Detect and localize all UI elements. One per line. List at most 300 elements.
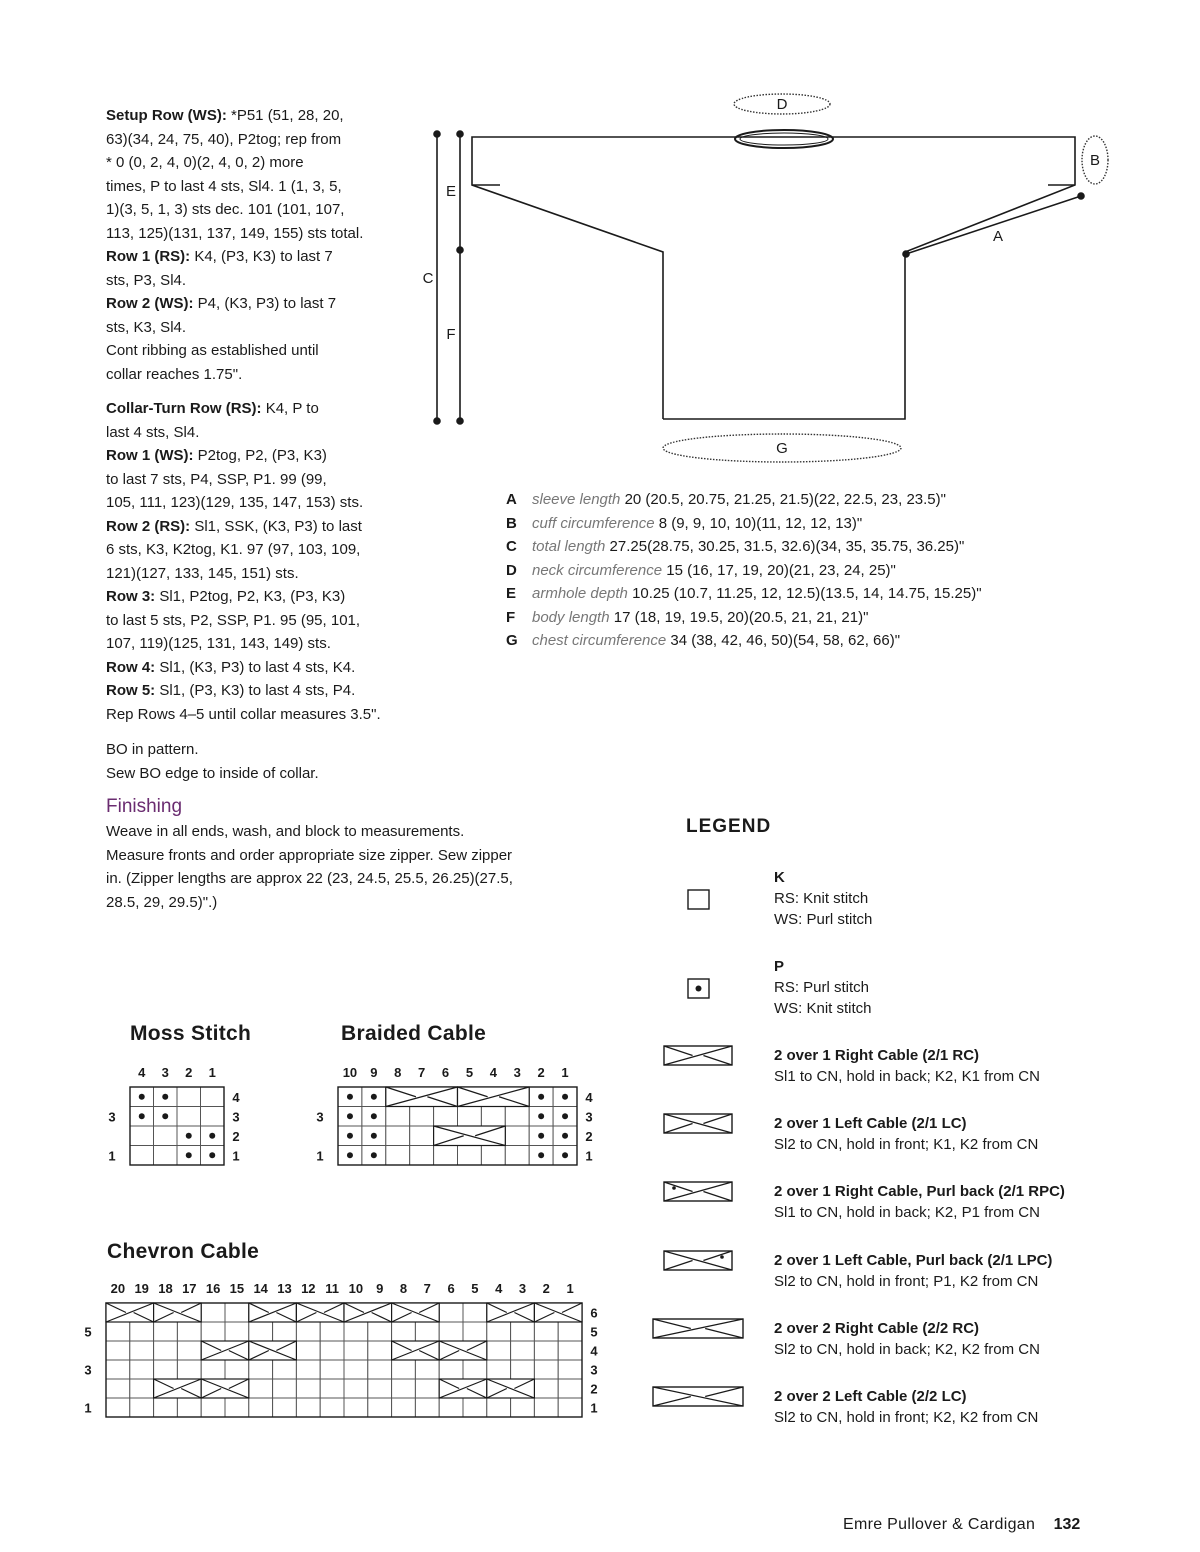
chart-cell xyxy=(130,1398,154,1417)
legend-item xyxy=(774,1386,1038,1428)
chart-cell xyxy=(225,1360,249,1379)
legend-symbol-icon xyxy=(652,1318,744,1339)
chart-cell xyxy=(249,1360,273,1379)
chart-cell xyxy=(177,1341,201,1360)
chart-cell xyxy=(410,1146,434,1166)
chart-cell xyxy=(558,1379,582,1398)
instruction-text: 113, 125)(131, 137, 149, 155) sts total. xyxy=(106,224,364,242)
chart-cell xyxy=(434,1146,458,1166)
instruction-text: P4, (K3, P3) to last 7 xyxy=(193,295,337,312)
purl-dot xyxy=(562,1113,568,1119)
chart-cell xyxy=(320,1379,344,1398)
chart-cell xyxy=(296,1360,320,1379)
legend-item-desc: Sl2 to CN, hold in front; K1, K2 from CN xyxy=(774,1136,1039,1153)
chart-cell xyxy=(296,1379,320,1398)
chart-col-label: 1 xyxy=(561,1065,569,1080)
instruction-line xyxy=(106,128,363,152)
chart-cell xyxy=(511,1322,535,1341)
legend-symbol-icon xyxy=(687,978,710,999)
instruction-row-label: Row 5: xyxy=(106,682,156,699)
chart-cell xyxy=(487,1360,511,1379)
chart-row-label: 1 xyxy=(232,1148,240,1164)
chart-cell xyxy=(392,1360,416,1379)
cable-symbol xyxy=(458,1087,530,1107)
chart-cell xyxy=(439,1322,463,1341)
chart-col-label: 6 xyxy=(447,1281,455,1296)
chart-cell xyxy=(439,1398,463,1417)
chart-row-label: 1 xyxy=(84,1400,92,1416)
chart-cell xyxy=(415,1379,439,1398)
chart-cell xyxy=(177,1398,201,1417)
instruction-row-label: Row 1 (RS): xyxy=(106,248,191,265)
chart-cell xyxy=(368,1360,392,1379)
instruction-line xyxy=(106,656,381,680)
instruction-line xyxy=(106,491,381,515)
purl-dot xyxy=(347,1152,353,1158)
purl-dot xyxy=(538,1133,544,1139)
chart-col-label: 1 xyxy=(566,1281,574,1296)
braided-cable-title: Braided Cable xyxy=(341,1022,487,1045)
chart-cell xyxy=(344,1379,368,1398)
chart-cell xyxy=(368,1341,392,1360)
chart-cell xyxy=(154,1360,178,1379)
purl-dot xyxy=(347,1113,353,1119)
legend-item xyxy=(774,1318,1040,1360)
instruction-text: sts, K3, Sl4. xyxy=(106,318,187,336)
chart-col-label: 13 xyxy=(277,1281,292,1296)
measurement-row xyxy=(506,606,982,630)
chart-cell xyxy=(201,1303,225,1322)
chart-cell xyxy=(534,1322,558,1341)
instruction-line xyxy=(106,562,381,586)
chart-cell xyxy=(344,1360,368,1379)
chart-cell xyxy=(481,1146,505,1166)
instruction-row-label: Row 4: xyxy=(106,658,156,676)
chart-cell xyxy=(386,1146,410,1166)
instruction-line xyxy=(106,538,381,562)
chart-cell xyxy=(320,1322,344,1341)
instruction-line xyxy=(106,175,363,199)
chart-col-label: 9 xyxy=(370,1065,378,1080)
chart-cell xyxy=(154,1146,178,1166)
label-f: F xyxy=(446,326,456,343)
measurement-value: 8 (9, 9, 10, 10)(11, 12, 12, 13)" xyxy=(654,514,863,532)
bind-off-instructions xyxy=(106,738,319,785)
cable-symbol xyxy=(201,1379,249,1398)
cable-symbol xyxy=(154,1379,202,1398)
measurement-row xyxy=(506,488,982,512)
instruction-text: collar reaches 1.75". xyxy=(106,365,243,383)
instruction-line xyxy=(106,269,363,293)
chart-col-label: 5 xyxy=(465,1065,474,1080)
chart-cell xyxy=(434,1107,458,1127)
legend-item xyxy=(774,867,872,930)
label-c: C xyxy=(422,270,434,287)
instruction-line xyxy=(106,738,319,762)
chart-cell xyxy=(177,1360,201,1379)
chart-cell xyxy=(534,1379,558,1398)
chart-cell xyxy=(487,1398,511,1417)
instruction-row-label: Collar-Turn Row (RS): xyxy=(106,400,262,417)
chart-cell xyxy=(106,1341,130,1360)
instruction-line xyxy=(106,762,319,786)
measurement-row xyxy=(506,629,982,653)
chart-row-label: 4 xyxy=(232,1089,240,1105)
chart-cell xyxy=(368,1379,392,1398)
instruction-text: Sew BO edge to inside of collar. xyxy=(106,764,319,782)
chevron-cable-title: Chevron Cable xyxy=(107,1240,260,1263)
legend-item xyxy=(774,1045,1040,1087)
chart-cell xyxy=(344,1341,368,1360)
chart-cell xyxy=(130,1341,154,1360)
chart-col-label: 20 xyxy=(110,1281,126,1296)
chart-cell xyxy=(511,1398,535,1417)
chart-cell xyxy=(534,1341,558,1360)
instruction-text: Rep Rows 4–5 until collar measures 3.5". xyxy=(106,705,381,723)
knitting-charts xyxy=(0,1060,640,1430)
instruction-text: Sl1, P2tog, P2, K3, (P3, K3) xyxy=(155,588,346,605)
chart-cell xyxy=(273,1360,297,1379)
instruction-line xyxy=(106,515,381,539)
chart-cell xyxy=(201,1107,225,1127)
instruction-text: sts, P3, Sl4. xyxy=(106,271,187,289)
chart-cell xyxy=(320,1398,344,1417)
chart-cell xyxy=(106,1398,130,1417)
chart-cell xyxy=(296,1322,320,1341)
label-b: B xyxy=(1089,152,1101,169)
chart-cell xyxy=(130,1322,154,1341)
instruction-row-label: Row 2 (WS): xyxy=(106,295,194,312)
chart-cell xyxy=(463,1360,487,1379)
setup-instructions xyxy=(106,104,363,386)
legend-item-name: 2 over 2 Left Cable (2/2 LC) xyxy=(774,1388,967,1405)
chart-grid xyxy=(130,1087,224,1165)
chart-col-label: 2 xyxy=(542,1281,550,1296)
purl-dot xyxy=(162,1094,168,1100)
chart-row-label: 5 xyxy=(590,1324,598,1340)
legend-item xyxy=(774,1250,1052,1292)
chart-cell xyxy=(511,1341,535,1360)
measurement-label: neck circumference xyxy=(532,561,663,579)
instruction-text: P2tog, P2, (P3, K3) xyxy=(193,447,327,464)
chart-cell xyxy=(392,1322,416,1341)
chart-cell xyxy=(154,1341,178,1360)
measurement-key: D xyxy=(506,561,517,579)
chart-cell xyxy=(505,1126,529,1146)
purl-dot xyxy=(139,1113,145,1119)
chart-cell xyxy=(534,1360,558,1379)
legend-item-name: K xyxy=(774,869,785,886)
purl-dot xyxy=(538,1152,544,1158)
legend-symbol-icon xyxy=(652,1386,744,1407)
chart-col-label: 16 xyxy=(205,1281,221,1296)
instruction-line xyxy=(106,820,513,844)
chart-col-label: 19 xyxy=(134,1281,149,1296)
instruction-line xyxy=(106,292,363,316)
purl-dot xyxy=(186,1152,192,1158)
chart-col-label: 4 xyxy=(489,1065,497,1080)
chart-cell xyxy=(201,1360,225,1379)
measurement-key: G xyxy=(506,632,518,649)
instruction-text: *P51 (51, 28, 20, xyxy=(226,107,344,124)
chart-cell xyxy=(558,1360,582,1379)
instruction-text: in. (Zipper lengths are approx 22 (23, 24.5, 25.5, 26.25)(27.5, xyxy=(106,870,513,887)
chart-cell xyxy=(130,1379,154,1398)
chart-cell xyxy=(558,1341,582,1360)
purl-dot xyxy=(209,1133,215,1139)
instruction-row-label: Row 3: xyxy=(106,588,156,605)
chart-row-label: 3 xyxy=(585,1109,593,1125)
chart-col-label: 4 xyxy=(495,1281,503,1296)
chart-row-label: 3 xyxy=(316,1109,324,1125)
chart-cell xyxy=(410,1107,434,1127)
cable-symbol xyxy=(249,1303,297,1322)
legend-symbol-icon xyxy=(687,889,710,910)
instruction-line xyxy=(106,444,381,468)
instruction-text: Measure fronts and order appropriate size zipper. Sew zipper xyxy=(106,846,513,864)
instruction-text: 6 sts, K3, K2tog, K1. 97 (97, 103, 109, xyxy=(106,541,361,558)
chart-cell xyxy=(534,1398,558,1417)
chart-cell xyxy=(154,1126,178,1146)
measurement-key: C xyxy=(506,538,517,555)
measurement-label: chest circumference xyxy=(532,632,667,649)
chart-cell xyxy=(130,1146,154,1166)
legend-item-desc: Sl1 to CN, hold in back; K2, P1 from CN xyxy=(774,1204,1040,1221)
chart-row-label: 6 xyxy=(590,1305,598,1321)
chart-cell xyxy=(458,1107,482,1127)
cable-symbol xyxy=(487,1303,535,1322)
chart-cell xyxy=(344,1322,368,1341)
legend-item-desc: WS: Knit stitch xyxy=(774,1000,872,1017)
legend-item-desc: Sl2 to CN, hold in front; P1, K2 from CN xyxy=(774,1273,1039,1290)
instruction-row-label: Row 1 (WS): xyxy=(106,447,194,464)
chart-cell xyxy=(273,1322,297,1341)
instruction-text: K4, (P3, K3) to last 7 xyxy=(190,248,333,265)
measurement-key: A xyxy=(506,491,517,508)
chart-cell xyxy=(201,1398,225,1417)
measurement-value: 17 (18, 19, 19.5, 20)(20.5, 21, 21, 21)" xyxy=(609,608,869,626)
chart-col-label: 7 xyxy=(418,1065,426,1080)
instruction-line xyxy=(106,703,381,727)
chart-row-label: 3 xyxy=(590,1362,598,1378)
chart-cell xyxy=(106,1379,130,1398)
instruction-line xyxy=(106,222,363,246)
chart-col-label: 2 xyxy=(537,1065,545,1080)
chart-col-label: 6 xyxy=(441,1065,450,1080)
purl-dot xyxy=(209,1152,215,1158)
instruction-line xyxy=(106,421,381,445)
instruction-line xyxy=(106,867,513,891)
instruction-line xyxy=(106,609,381,633)
moss-stitch-title: Moss Stitch xyxy=(130,1022,252,1045)
chart-row-label: 1 xyxy=(316,1148,324,1164)
instruction-line xyxy=(106,151,363,175)
chart-cell xyxy=(410,1126,434,1146)
purl-dot xyxy=(139,1094,145,1100)
chart-cell xyxy=(177,1087,201,1107)
legend-symbol-icon xyxy=(663,1113,733,1134)
chart-col-label: 18 xyxy=(158,1281,173,1296)
purl-dot xyxy=(371,1152,377,1158)
chart-cell xyxy=(415,1360,439,1379)
finishing-instructions xyxy=(106,820,513,914)
chart-cell xyxy=(458,1146,482,1166)
instruction-line xyxy=(106,339,363,363)
instruction-text: K4, P to xyxy=(261,400,319,417)
chart-cell xyxy=(154,1398,178,1417)
chart-cell xyxy=(296,1398,320,1417)
instruction-text: BO in pattern. xyxy=(106,741,199,758)
measurement-label: body length xyxy=(532,608,610,626)
instruction-text: last 4 sts, Sl4. xyxy=(106,423,200,441)
chart-col-label: 3 xyxy=(518,1281,527,1296)
measurements-list xyxy=(506,488,982,653)
chart-row-label: 2 xyxy=(232,1128,240,1144)
measurement-value: 10.25 (10.7, 11.25, 12, 12.5)(13.5, 14, 14.75, 15.25)" xyxy=(627,585,982,602)
chart-cell xyxy=(558,1322,582,1341)
finishing-heading: Finishing xyxy=(106,796,183,817)
measurement-row xyxy=(506,559,982,583)
measurement-value: 20 (20.5, 20.75, 21.25, 21.5)(22, 22.5, 23, 23.5)" xyxy=(620,491,946,508)
legend-symbol-icon xyxy=(663,1045,733,1066)
instruction-text: to last 5 sts, P2, SSP, P1. 95 (95, 101, xyxy=(106,611,361,629)
chart-col-label: 7 xyxy=(423,1281,431,1296)
chart-cell xyxy=(249,1379,273,1398)
instruction-text: * 0 (0, 2, 4, 0)(2, 4, 0, 2) more xyxy=(106,154,304,171)
chart-cell xyxy=(344,1398,368,1417)
label-g: G xyxy=(776,440,788,457)
cable-symbol xyxy=(487,1379,535,1398)
legend-item xyxy=(774,1181,1065,1223)
chart-cell xyxy=(368,1398,392,1417)
legend-title: LEGEND xyxy=(686,816,772,837)
measurement-value: 34 (38, 42, 46, 50)(54, 58, 62, 66)" xyxy=(666,632,901,649)
chart-cell xyxy=(130,1360,154,1379)
purl-dot xyxy=(562,1152,568,1158)
purl-dot xyxy=(538,1113,544,1119)
legend-item-name: 2 over 1 Right Cable (2/1 RC) xyxy=(774,1047,980,1064)
chart-cell xyxy=(439,1303,463,1322)
cable-symbol xyxy=(392,1341,440,1360)
cable-symbol xyxy=(434,1126,506,1146)
chart-cell xyxy=(201,1087,225,1107)
chart-cell xyxy=(386,1126,410,1146)
measurement-label: cuff circumference xyxy=(532,514,655,532)
chart-cell xyxy=(558,1398,582,1417)
instruction-line xyxy=(106,844,513,868)
chart-row-label: 5 xyxy=(84,1324,92,1340)
cable-symbol xyxy=(154,1303,202,1322)
chart-col-label: 5 xyxy=(471,1281,479,1296)
legend-item-name: 2 over 2 Right Cable (2/2 RC) xyxy=(774,1320,980,1337)
cable-symbol xyxy=(249,1341,297,1360)
chart-cell xyxy=(415,1398,439,1417)
cable-symbol xyxy=(439,1379,487,1398)
measurement-value: 15 (16, 17, 19, 20)(21, 23, 24, 25)" xyxy=(662,561,896,579)
chart-cell xyxy=(487,1341,511,1360)
chart-cell xyxy=(463,1303,487,1322)
chart-col-label: 12 xyxy=(301,1281,316,1296)
measure-a-line xyxy=(906,196,1081,254)
chart-cell xyxy=(481,1107,505,1127)
cable-symbol xyxy=(344,1303,392,1322)
instruction-line xyxy=(106,679,381,703)
instruction-text: times, P to last 4 sts, Sl4. 1 (1, 3, 5, xyxy=(106,177,342,195)
chart-row-label: 4 xyxy=(590,1343,598,1359)
chart-cell xyxy=(392,1379,416,1398)
chart-row-label: 3 xyxy=(108,1109,116,1125)
chart-col-label: 4 xyxy=(138,1065,146,1080)
purl-dot xyxy=(371,1113,377,1119)
chart-cell xyxy=(177,1322,201,1341)
purl-dot xyxy=(562,1094,568,1100)
chart-cell xyxy=(154,1322,178,1341)
chart-cell xyxy=(320,1360,344,1379)
cable-symbol xyxy=(296,1303,344,1322)
chart-cell xyxy=(463,1322,487,1341)
legend-symbol-icon xyxy=(663,1181,733,1202)
chart-col-label: 8 xyxy=(394,1065,402,1080)
chart-col-label: 2 xyxy=(185,1065,193,1080)
instruction-text: to last 7 sts, P4, SSP, P1. 99 (99, xyxy=(106,470,327,488)
purl-dot xyxy=(347,1094,353,1100)
chart-row-label: 2 xyxy=(585,1128,593,1144)
chart-col-label: 3 xyxy=(161,1065,169,1080)
label-d: D xyxy=(776,96,788,113)
chart-cell xyxy=(320,1341,344,1360)
instruction-line xyxy=(106,632,381,656)
instruction-text: Sl1, (P3, K3) to last 4 sts, P4. xyxy=(155,682,356,699)
chart-cell xyxy=(415,1322,439,1341)
instruction-text: 121)(127, 133, 145, 151) sts. xyxy=(106,564,299,582)
instruction-line xyxy=(106,397,381,421)
instruction-text: Cont ribbing as established until xyxy=(106,342,319,359)
chart-cell xyxy=(225,1303,249,1322)
chart-col-label: 14 xyxy=(253,1281,268,1296)
label-a: A xyxy=(992,228,1004,245)
instruction-line xyxy=(106,891,513,915)
instruction-text: 107, 119)(125, 131, 143, 149) sts. xyxy=(106,635,331,652)
purl-dot xyxy=(347,1133,353,1139)
chart-cell xyxy=(106,1322,130,1341)
instruction-line xyxy=(106,316,363,340)
purl-dot xyxy=(562,1133,568,1139)
measurement-key: B xyxy=(506,514,517,532)
instruction-text: 28.5, 29, 29.5)".) xyxy=(106,893,218,911)
chart-cell xyxy=(505,1107,529,1127)
measurement-row xyxy=(506,582,982,606)
neck-opening-inner xyxy=(740,133,828,145)
chart-cell xyxy=(225,1322,249,1341)
chart-cell xyxy=(463,1398,487,1417)
footer xyxy=(843,1516,1080,1534)
purl-dot xyxy=(162,1113,168,1119)
instruction-text: Sl1, (K3, P3) to last 4 sts, K4. xyxy=(155,658,356,676)
chart-col-label: 10 xyxy=(348,1281,364,1296)
cable-symbol xyxy=(106,1303,154,1322)
measurement-label: total length xyxy=(532,538,606,555)
chart-cell xyxy=(106,1360,130,1379)
chart-cell xyxy=(249,1398,273,1417)
label-e: E xyxy=(445,183,457,200)
sweater-outline xyxy=(472,137,1075,419)
legend-item-name: P xyxy=(774,958,785,975)
chart-cell xyxy=(201,1322,225,1341)
chart-cell xyxy=(273,1379,297,1398)
chart-col-label: 11 xyxy=(325,1281,339,1296)
instruction-line xyxy=(106,468,381,492)
purl-dot xyxy=(371,1094,377,1100)
